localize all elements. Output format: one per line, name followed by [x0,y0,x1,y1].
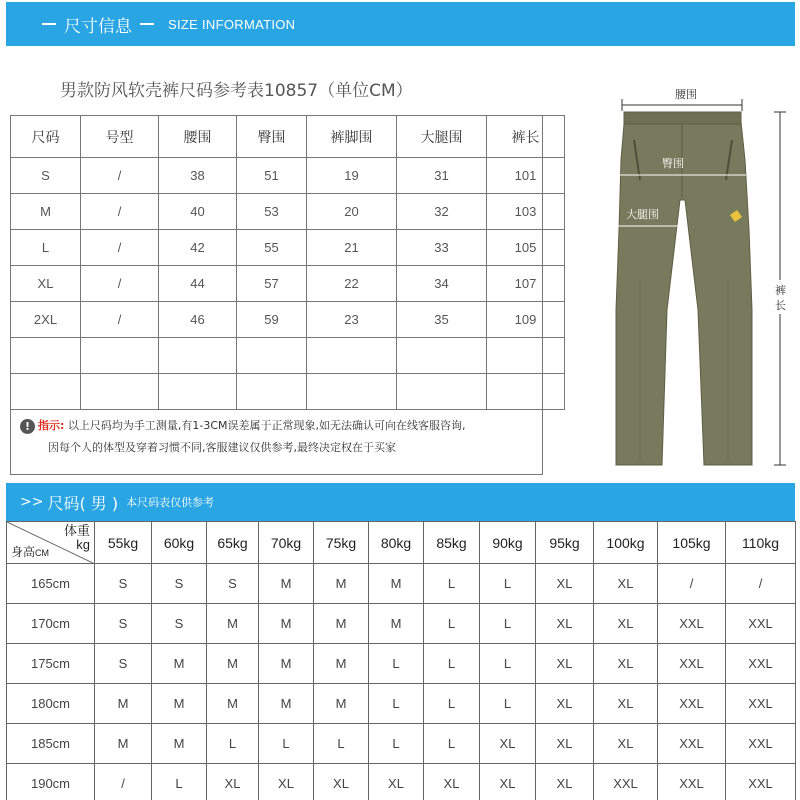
height-label-cell: 165cm [7,564,95,604]
weight-header-cell: 110kg [726,522,796,564]
recommended-size-cell: M [314,644,369,684]
recommended-size-cell: XL [480,764,536,800]
recommended-size-cell: XL [369,764,424,800]
size-table-cell: / [81,266,159,302]
corner-height-label [11,543,49,560]
size-table-cell: / [81,230,159,266]
size-table-row [11,158,565,194]
size-table-cell [11,374,81,410]
note-line-2: 因每个人的体型及穿着习惯不同,客服建议仅供参考,最终决定权在于买家 [48,441,396,454]
size-table-cell [397,338,487,374]
recommended-size-cell: XL [480,724,536,764]
recommended-size-cell: L [369,684,424,724]
section2-subtitle: 本尺码表仅供参考 [126,496,215,509]
size-table-header-cell: 裤脚围 [307,116,397,158]
recommended-size-cell: M [369,564,424,604]
size-table-cell [237,338,307,374]
banner-title-en: SIZE INFORMATION [168,16,296,32]
size-table-header-cell: 腰围 [159,116,237,158]
recommended-size-cell: M [259,644,314,684]
size-table-cell [81,374,159,410]
recommended-size-cell: XXL [726,724,796,764]
recommended-size-cell: S [152,564,207,604]
size-table-cell: 57 [237,266,307,302]
recommended-size-cell: XXL [658,764,726,800]
pants-svg [600,80,800,480]
recommended-size-cell: XXL [658,684,726,724]
recommended-size-cell: L [424,724,480,764]
size-table-cell: 2XL [11,302,81,338]
recommended-size-cell: XL [594,684,658,724]
height-row [7,684,796,724]
banner-arrows: >> [20,494,44,510]
recommended-size-cell: XL [207,764,259,800]
size-table-cell: / [81,302,159,338]
corner-height-unit: CM [35,548,50,558]
size-table-cell: 53 [237,194,307,230]
note-line-1: 以上尺码均为手工测量,有1-3CM误差属于正常现象,如无法确认可向在线客服咨询, [67,419,466,432]
height-row [7,644,796,684]
weight-header-cell: 100kg [594,522,658,564]
length-label-1: 裤 [775,284,786,297]
height-label-cell: 185cm [7,724,95,764]
size-measurement-table [10,115,565,410]
waist-label: 腰围 [675,88,697,101]
size-table-row [11,338,565,374]
recommended-size-cell: L [369,644,424,684]
weight-header-cell: 60kg [152,522,207,564]
size-table-cell [487,374,565,410]
size-table-header-cell: 裤长 [487,116,565,158]
weight-header-cell: 95kg [536,522,594,564]
size-table-row [11,302,565,338]
weight-header-cell: 55kg [95,522,152,564]
height-row [7,724,796,764]
corner-header-cell [7,522,95,564]
size-table-cell: 59 [237,302,307,338]
recommended-size-cell: XL [594,724,658,764]
recommended-size-cell: XXL [726,604,796,644]
recommended-size-cell: XL [536,564,594,604]
recommended-size-cell: M [314,564,369,604]
size-table-row [11,266,565,302]
length-label-2: 长 [775,299,786,312]
size-table-cell: M [11,194,81,230]
recommended-size-cell: M [259,684,314,724]
corner-weight-label [64,524,90,552]
size-table-header-cell: 大腿围 [397,116,487,158]
recommended-size-cell: L [480,684,536,724]
size-table-title: 男款防风软壳裤尺码参考表10857（单位CM） [60,81,413,101]
size-table-cell: 20 [307,194,397,230]
height-label-cell: 170cm [7,604,95,644]
weight-header-cell: 90kg [480,522,536,564]
recommended-size-cell: XL [536,644,594,684]
recommended-size-cell: M [95,724,152,764]
size-table-cell: / [81,158,159,194]
size-table-cell [11,338,81,374]
height-row [7,764,796,800]
recommended-size-cell: M [314,604,369,644]
recommended-size-cell: M [314,684,369,724]
size-table-cell: 107 [487,266,565,302]
corner-weight-text: 体重 [63,523,90,538]
size-table-header-cell: 尺码 [11,116,81,158]
size-recommend-banner [6,483,795,521]
recommended-size-cell: M [207,644,259,684]
size-table-header-cell: 臀围 [237,116,307,158]
height-weight-size-table [6,521,796,800]
size-table-row [11,230,565,266]
size-table-cell: 46 [159,302,237,338]
size-table-cell: 101 [487,158,565,194]
size-table-cell: 42 [159,230,237,266]
size-table-cell: 109 [487,302,565,338]
recommended-size-cell: XL [594,604,658,644]
recommended-size-cell: XL [594,644,658,684]
height-label-cell: 190cm [7,764,95,800]
size-table-cell [159,338,237,374]
recommended-size-cell: XL [424,764,480,800]
recommended-size-cell: XL [259,764,314,800]
recommended-size-cell: S [152,604,207,644]
size-table-cell [159,374,237,410]
recommended-size-cell: L [480,564,536,604]
height-label-cell: 175cm [7,644,95,684]
size-table-cell [237,374,307,410]
recommended-size-cell: / [726,564,796,604]
height-row [7,564,796,604]
recommended-size-cell: L [369,724,424,764]
pants-waistband [624,112,741,124]
size-table-header-cell: 号型 [81,116,159,158]
size-table-cell: 19 [307,158,397,194]
weight-header-cell: 65kg [207,522,259,564]
size-table-cell [81,338,159,374]
size-table-cell: 33 [397,230,487,266]
recommended-size-cell: L [480,644,536,684]
recommended-size-cell: L [424,564,480,604]
recommended-size-cell: L [424,604,480,644]
note-label: 指示: [38,419,65,432]
recommended-size-cell: L [259,724,314,764]
size-table-row [11,194,565,230]
size-table-cell: 22 [307,266,397,302]
recommended-size-cell: M [152,684,207,724]
recommended-size-cell: S [95,564,152,604]
size-table-cell [397,374,487,410]
recommended-size-cell: XXL [726,684,796,724]
size-table-cell: / [81,194,159,230]
recommended-size-cell: XL [594,564,658,604]
size-table-cell: 34 [397,266,487,302]
recommended-size-cell: L [152,764,207,800]
recommended-size-cell: M [259,564,314,604]
recommended-size-cell: L [424,684,480,724]
recommended-size-cell: XXL [658,724,726,764]
recommended-size-cell: M [152,724,207,764]
size-table-cell: 35 [397,302,487,338]
size-table-cell: 44 [159,266,237,302]
recommended-size-cell: XL [314,764,369,800]
weight-header-cell: 105kg [658,522,726,564]
recommended-size-cell: L [424,644,480,684]
size-table-cell: 40 [159,194,237,230]
hip-label: 臀围 [662,157,684,170]
recommended-size-cell: M [95,684,152,724]
size-table-cell [307,338,397,374]
size-table-cell [487,338,565,374]
size-table-cell: 23 [307,302,397,338]
banner-dash-right [140,23,154,25]
size-table-cell: 55 [237,230,307,266]
size-table-cell: 21 [307,230,397,266]
pants-body [616,112,752,465]
size-table-cell: 103 [487,194,565,230]
height-row [7,604,796,644]
size-table-cell: 32 [397,194,487,230]
size-table-cell: XL [11,266,81,302]
recommended-size-cell: L [314,724,369,764]
size-table-cell: 31 [397,158,487,194]
recommended-size-cell: XL [536,764,594,800]
size-table-cell [307,374,397,410]
recommended-size-cell: XL [536,684,594,724]
recommended-size-cell: / [95,764,152,800]
weight-header-cell: 75kg [314,522,369,564]
size-table-cell: L [11,230,81,266]
banner-title-cn: 尺寸信息 [64,16,132,37]
size-table-cell: 105 [487,230,565,266]
recommended-size-cell: XXL [726,764,796,800]
recommended-size-cell: XL [536,724,594,764]
size-table-cell: S [11,158,81,194]
recommended-size-cell: S [207,564,259,604]
recommended-size-cell: M [207,604,259,644]
corner-weight-unit: kg [76,537,90,552]
size-table-header-row [11,116,565,158]
weight-header-cell: 80kg [369,522,424,564]
recommended-size-cell: XXL [726,644,796,684]
banner-dash-left [42,23,56,25]
recommended-size-cell: S [95,644,152,684]
size-table-row [11,374,565,410]
pants-illustration [600,80,800,480]
info-icon: ! [20,419,35,434]
recommended-size-cell: L [207,724,259,764]
recommended-size-cell: M [259,604,314,644]
recommended-size-cell: M [207,684,259,724]
recommended-size-cell: L [480,604,536,644]
thigh-label: 大腿围 [626,208,659,221]
recommended-size-cell: XXL [658,604,726,644]
recommended-size-cell: / [658,564,726,604]
recommended-size-cell: M [152,644,207,684]
size-info-banner [6,2,795,46]
height-label-cell: 180cm [7,684,95,724]
size-table-cell: 38 [159,158,237,194]
measurement-note [20,415,540,459]
weight-header-cell: 85kg [424,522,480,564]
section2-title: 尺码( 男 ) [47,493,119,513]
recommended-size-cell: M [369,604,424,644]
recommended-size-cell: XXL [594,764,658,800]
recommended-size-cell: XXL [658,644,726,684]
recommended-size-cell: S [95,604,152,644]
corner-height-text: 身高 [11,545,36,559]
recommended-size-cell: XL [536,604,594,644]
weight-header-cell: 70kg [259,522,314,564]
size-table-cell: 51 [237,158,307,194]
